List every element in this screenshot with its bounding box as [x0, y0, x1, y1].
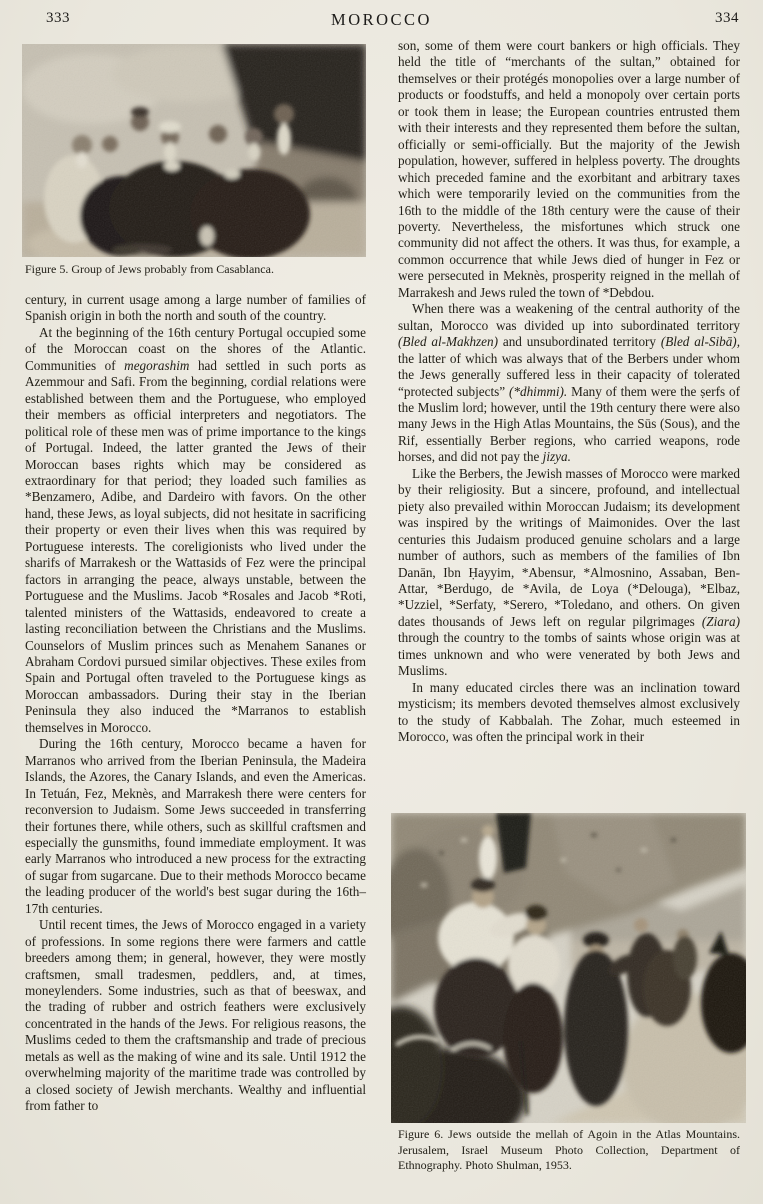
page-number-left: 333 [46, 10, 70, 26]
paragraph: In many educated circles there was an inclination toward mysticism; its members devoted themselves almost exclusively to the study of Kabbalah. The Zohar, much esteemed in Morocco, was often the principal work in their [398, 679, 740, 745]
figure5-illustration [22, 44, 366, 257]
figure6-photo [391, 813, 746, 1123]
paragraph: Like the Berbers, the Jewish masses of Morocco were marked by their religiosity. But a sincere, profound, and intellectual piety also prevailed within Moroccan Judaism; its development was inspired by the writings of Maimonides. Over the last centuries this Judaism produced genuine scholars and a large number of authors, such as members of the families of Ibn Danān, Ibn Ḥayyim, *Abensur, *Almosnino, Assaban, Ben-Attar, *Berdugo, de *Avila, de Loya (*Delouga), *Elbaz, *Uzziel, *Serfaty, *Serero, *Toledano, and others. On given dates thousands of Jews left on regular pilgrimages (Ziara) through the country to the tombs of saints whose origin was at times unknown and who were venerated by both Jews and Muslims. [398, 465, 740, 679]
paragraph: century, in current usage among a large number of families of Spanish origin in both the north and south of the country. [25, 292, 366, 324]
left-column-text [25, 292, 366, 1115]
right-column-text [398, 38, 740, 745]
paragraph: Until recent times, the Jews of Morocco engaged in a variety of professions. In some regions there were farmers and cattle breeders among them; in general, however, they were mostly craftsmen, small tradesmen, peddlers, and, at times, moneylenders. Some industries, such as that of beeswax, and the trading of rubber and ostrich feathers were exclusively concentrated in the hands of the Jews. For religious reasons, the Muslims ceded to them the craftsmanship and trade of precious metals as well as the making of wine and its sale. Until 1912 the overwhelming majority of the maritime trade was controlled by a closed society of Jewish merchants. Wealthy and influential from father to [25, 917, 366, 1114]
page-number-right: 334 [715, 10, 739, 26]
paragraph: son, some of them were court bankers or high officials. They held the title of “merchants of the sultan,” obtained for themselves or their protégés monopolies over a large number of products or foodstuffs, and held a monopoly over certain ports or took them in lease; the European countries entrusted them with their interests and they represented them before the sultan, officially or semi-officially. But the majority of the Jewish population, however, suffered in helpless poverty. The droughts which preceded famine and the exorbitant and arbitrary taxes which were temporarily levied on the communities from the 16th to the middle of the 18th century were the cause of their poverty. Nevertheless, the misfortunes which struck one community did not affect the others. It was thus, for example, a common occurrence that while Jews died of hunger in Fez or were persecuted in Meknès, prosperity reigned in the mellah of Marrakesh and Jews ruled the town of *Debdou. [398, 38, 740, 300]
figure6-illustration [391, 813, 746, 1123]
figure6-caption: Figure 6. Jews outside the mellah of Agoin in the Atlas Mountains. Jerusalem, Israel Museum Photo Collection, Department of Ethnography. Photo Shulman, 1953. [398, 1127, 740, 1172]
paragraph: When there was a weakening of the central authority of the sultan, Morocco was divided up into subordinated territory (Bled al-Makhzen) and unsubordinated territory (Bled al-Sibā), the latter of which was always that of the Berbers under whom the Jews generally suffered less in their capacity of tolerated “protected subjects” (*dhimmi). Many of them were the ṣerfs of the Muslim lord; however, until the 19th century there were also many Jews in the High Atlas Mountains, the Sūs (Sous), and the Rif, essentially Berber regions, who carried weapons, rode horses, and did not pay the jizya. [398, 301, 740, 465]
figure5-caption: Figure 5. Group of Jews probably from Casablanca. [25, 262, 274, 276]
page-title: MOROCCO [331, 10, 432, 29]
paragraph: At the beginning of the 16th century Portugal occupied some of the Moroccan coast on the shores of the Atlantic. Communities of megorashim had settled in such ports as Azemmour and Safi. From the beginning, cordial relations were established between them and the Portuguese, who employed their members as official interpreters and negotiators. The political role of these men was of prime importance to the kings of Portugal. Indeed, the latter granted the Jews of their Moroccan bases rights which may be considered as extraordinary for that period; they loaded such families as *Benzamero, Adibe, and Dardeiro with favors. On the other hand, these Jews, as loyal subjects, did not hesitate in sacrificing their property or even their lives when this was required by Portuguese interests. The coreligionists who lived under the sharifs of Marrakesh or the Wattasids of Fez were the principal factors in arranging the peace, always unstable, between the Portuguese and the Muslims. Jacob *Rosales and Jacob *Roti, talented ministers of the Wattasids, endeavored to create a lasting reconciliation between the Christians and the Muslims. Counselors of Muslim princes such as Menahem Sananes or Abraham Cordovi pursued similar objectives. These exiles from Spain and Portugal often traveled to the Portuguese kings as Moroccan ambassadors. During their stay in the Iberian Peninsula they also induced the *Marranos to establish themselves in Morocco. [25, 324, 366, 735]
paragraph: During the 16th century, Morocco became a haven for Marranos who arrived from the Iberian Peninsula, the Madeira Islands, the Azores, the Canary Islands, and even the Americas. In Tetuán, Fez, Meknès, and Marrakesh there were centers for reconversion to Judaism. Some Jews succeeded in transferring their fortunes there, while others, such as skillful craftsmen and especially the gunsmiths, found immediate employment. It was early Marranos who introduced a new process for the extracting of sugar from sugarcane. Due to their methods Morocco became the leading producer of the world's best sugar during the 16th–17th centuries. [25, 736, 366, 916]
figure5-photo [22, 44, 366, 257]
